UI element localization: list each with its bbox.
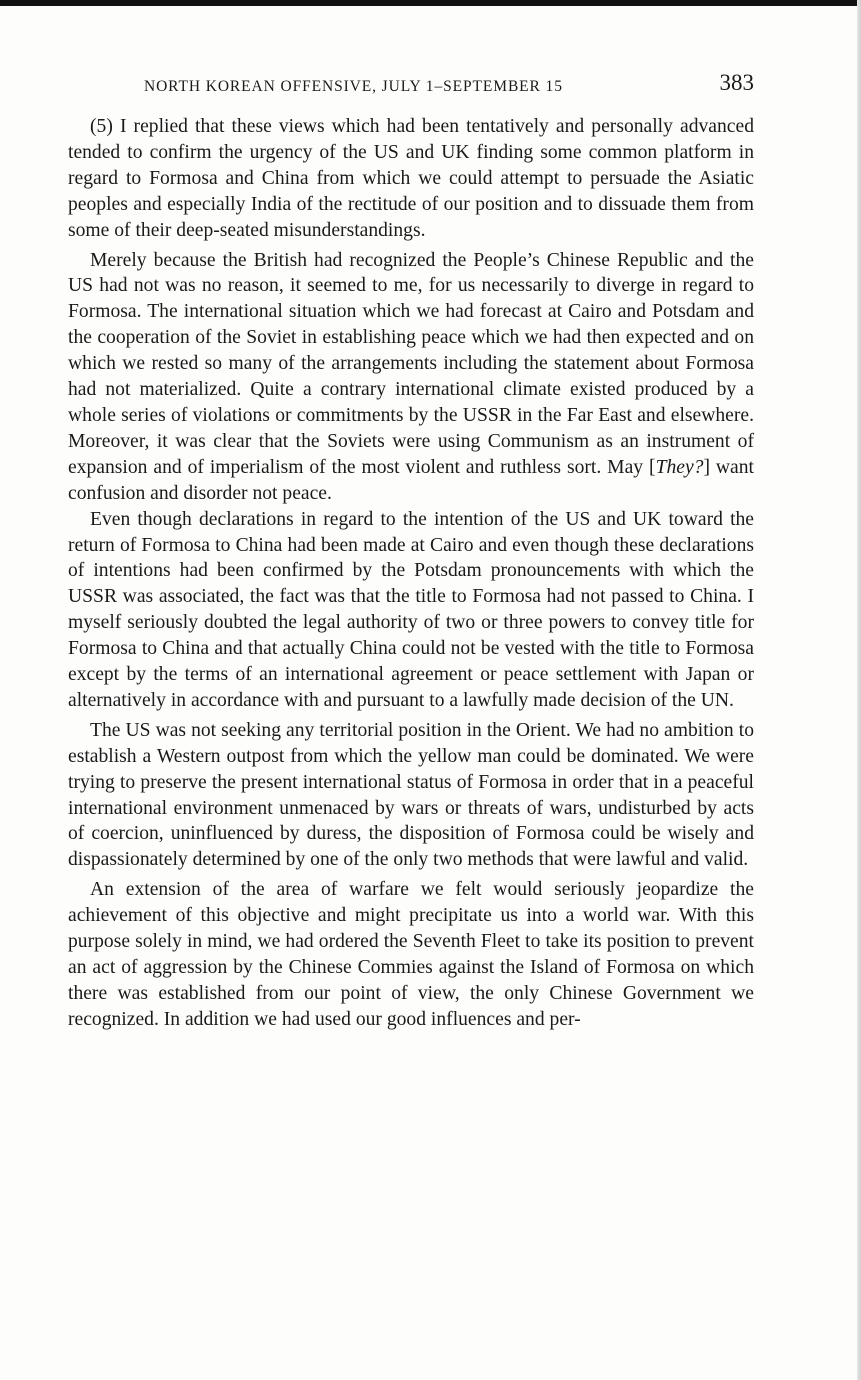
running-head-title: NORTH KOREAN OFFENSIVE, JULY 1–SEPTEMBER 15 (144, 78, 563, 95)
paragraph-5: An extension of the area of warfare we felt would seriously jeopardize the achievement of this objective and might precipitate us into a world war. With this purpose solely in mind, we had ordered the Seventh Fleet to take its position to prevent an act of aggression by the Chinese Commies against the Island of Formosa on which there was established from our point of view, the only Chinese Government we recognized. In addition we had used our good influences and per- (68, 879, 754, 1030)
page-edge-shadow (857, 0, 861, 1380)
paragraph-4: The US was not seeking any territorial position in the Orient. We had no ambition to establish a Western outpost from which the yellow man could be dominated. We were trying to preserve the present international status of Formosa in order that in a peaceful international environment unmenaced by wars or threats of wars, undisturbed by acts of coercion, uninfluenced by duress, the disposition of Formosa could be wisely and dispassionately determined by one of the only two methods that were lawful and valid. (68, 719, 754, 871)
top-edge-rule (0, 0, 861, 6)
running-head (144, 70, 754, 104)
paragraph-2-italic-query: They? (655, 456, 704, 478)
page-number: 383 (719, 70, 754, 95)
paragraph-3: Even though declarations in regard to the intention of the US and UK toward the return of Formosa to China had been made at Cairo and even though these declarations of intentions had been confirmed by the Potsdam pronouncements with which the USSR was associated, the fact was that the title to Formosa had not passed to China. I myself seriously doubted the legal authority of two or three powers to convey title for Formosa to China and that actually China could not be vested with the title to Formosa except by the terms of an international agreement or peace settlement with Japan or alternatively in accordance with and pursuant to a lawfully made decision of the UN. (68, 508, 754, 711)
body-text (68, 114, 754, 1033)
paragraph-2-text-after: ] want confusion and disorder not peace. (68, 456, 754, 504)
paragraph-2-text-before: Merely because the British had recognized the People’s Chinese Republic and the US had not was no reason, it seemed to me, for us necessarily to diverge in regard to Formosa. The international situation which we had forecast at Cairo and Potsdam and the cooperation of the Soviet in establishing peace which we had then expected and on which we rested so many of the arrangements including the statement about Formosa had not materialized. Quite a contrary international climate existed produced by a whole series of violations or commitments by the USSR in the Far East and elsewhere. Moreover, it was clear that the Soviets were using Communism as an instrument of expansion and of imperialism of the most violent and ruthless sort. May [ (68, 249, 754, 478)
paragraph-2 (68, 248, 754, 507)
paragraph-1: (5) I replied that these views which had been tentatively and personally advanced tended to confirm the urgency of the US and UK finding some common platform in regard to Formosa and China from which we could attempt to persuade the Asiatic peoples and especially India of the rectitude of our position and to dissuade them from some of their deep-seated misunderstandings. (68, 116, 754, 241)
